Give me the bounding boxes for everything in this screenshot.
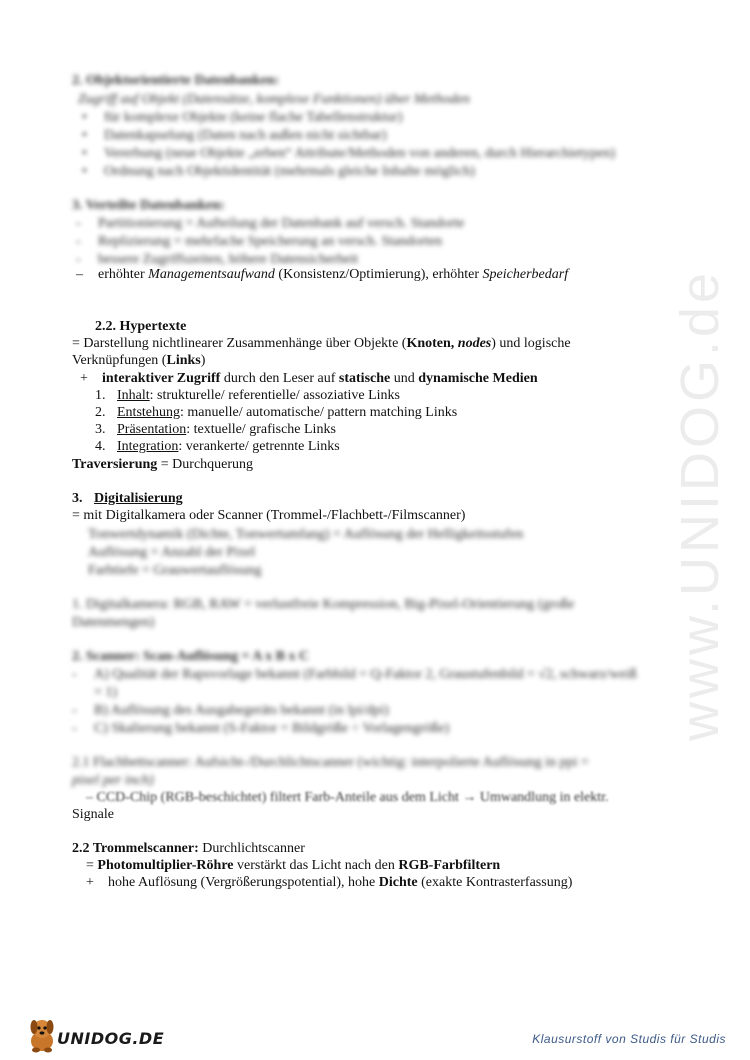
blurred-line: – CCD-Chip (RGB-beschichtet) filtert Farb-Anteile aus dem Licht → Umwandlung in elektr. <box>86 790 609 805</box>
list-item: – erhöhter Managementsaufwand (Konsistenz/Optimierung), erhöhter Speicherbedarf <box>76 267 569 282</box>
watermark: www.UNIDOG.de <box>670 268 730 742</box>
section-lead: Zugriff auf Objekt (Datensätze, komplexe Funktionen) über Methoden <box>78 92 470 107</box>
list-item: 2. Entstehung: manuelle/ automatische/ pattern matching Links <box>95 405 458 420</box>
blurred-line: 1. Digitalkamera: RGB, RAW = verlustfreie Kompression, Big-Pixel-Orientierung (große <box>72 597 575 612</box>
list-item: - Partitionierung = Aufteilung der Datenbank auf versch. Standorte <box>76 216 465 231</box>
list-item: - Replizierung = mehrfache Speicherung an versch. Standorten <box>76 234 443 249</box>
list-item: • für komplexe Objekte (keine flache Tabellenstruktur) <box>82 110 403 125</box>
blurred-line: pixel per inch) <box>72 773 154 788</box>
blurred-line: 2. Scanner: Scan-Auflösung = A x B x C <box>72 649 310 664</box>
list-item: 1. Inhalt: strukturelle/ referentielle/ assoziative Links <box>95 388 401 403</box>
blurred-line: - B) Auflösung des Ausgabegeräts bekannt (in lpi/dpi) <box>72 703 389 718</box>
list-item: • Datenkapselung (Daten nach außen nicht sichtbar) <box>82 128 387 143</box>
list-item: • Ordnung nach Objektidentität (mehrmals gleiche Inhalte möglich) <box>82 164 475 179</box>
list-item: 4. Integration: verankerte/ getrennte Links <box>95 439 340 454</box>
section-heading: 2.2. Hypertexte <box>95 319 187 334</box>
list-item: • Vererbung (neue Objekte „erben“ Attribute/Methoden von anderen, durch Hierarchietypen) <box>82 146 616 161</box>
blurred-line: Auflösung = Anzahl der Pixel <box>88 545 256 560</box>
paragraph: = mit Digitalkamera oder Scanner (Trommel-/Flachbett-/Filmscanner) <box>72 508 466 523</box>
paragraph: Signale <box>72 807 114 822</box>
blurred-line: - C) Skalierung bekannt (S-Faktor = Bildgröße ÷ Vorlagengröße) <box>72 721 450 736</box>
blurred-line: Farbtiefe = Grauwertauflösung <box>88 563 262 578</box>
blurred-line: = 1) <box>94 685 118 700</box>
logo-text: UNIDOG.DE <box>57 1029 165 1048</box>
blurred-line: Tonwertdynamik (Dichte, Tonwertumfang) = Auflösung der Helligkeitsstufen <box>88 527 524 542</box>
paragraph: = Darstellung nichtlinearer Zusammenhänge über Objekte (Knoten, nodes) und logische <box>72 336 571 351</box>
section-heading: 2. Objektorientierte Datenbanken: <box>72 73 280 88</box>
paragraph: = Photomultiplier-Röhre verstärkt das Licht nach den RGB-Farbfiltern <box>86 858 501 873</box>
paragraph: Traversierung = Durchquerung <box>72 457 254 472</box>
footer-tagline: Klausurstoff von Studis für Studis <box>532 1032 726 1046</box>
section-heading: 3. Verteilte Datenbanken: <box>72 198 225 213</box>
blurred-line: - A) Qualität der Rapsvorlage bekannt (Farbbild = Q-Faktor 2, Graustufenbild = √2, schwarz/weiß <box>72 667 637 682</box>
unidog-logo <box>22 1015 165 1055</box>
section-heading: 3. Digitalisierung <box>72 491 183 506</box>
list-item: - bessere Zugriffszeiten, höhere Datensicherheit <box>76 252 359 267</box>
paragraph: Verknüpfungen (Links) <box>72 353 206 368</box>
list-item: + interaktiver Zugriff durch den Leser auf statische und dynamische Medien <box>80 371 538 386</box>
section-heading: 2.2 Trommelscanner: Durchlichtscanner <box>72 841 305 856</box>
list-item: + hohe Auflösung (Vergrößerungspotential), hohe Dichte (exakte Kontrasterfassung) <box>86 875 573 890</box>
blurred-line: Datenmengen) <box>72 615 155 630</box>
blurred-line: 2.1 Flachbettscanner: Aufsicht-/Durchlichtscanner (wichtig: interpolierte Auflösung in ppi = <box>72 755 589 770</box>
dog-icon <box>22 1015 62 1055</box>
list-item: 3. Präsentation: textuelle/ grafische Links <box>95 422 336 437</box>
